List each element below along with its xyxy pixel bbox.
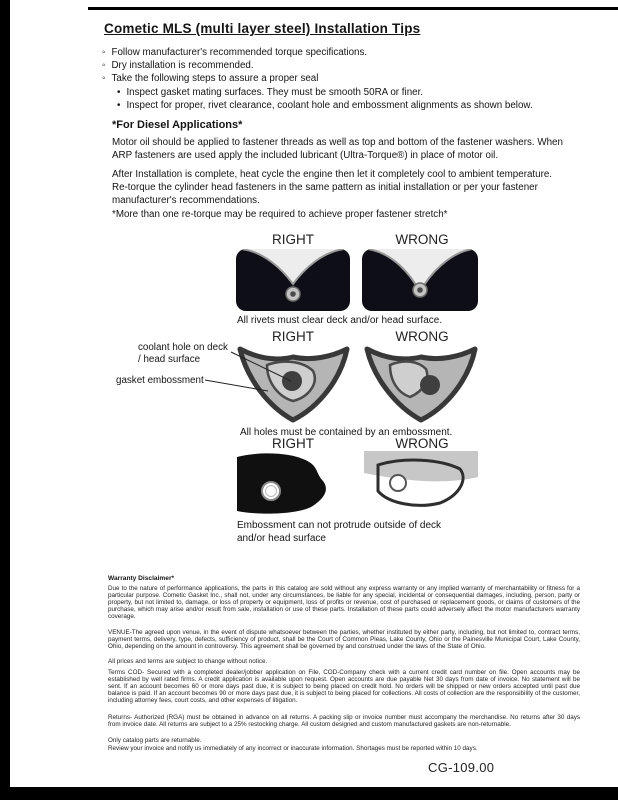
dot-bullet-icon: •	[117, 100, 121, 111]
legal-paragraph: Only catalog parts are returnable.	[108, 737, 202, 744]
bullet-text: Inspect for proper, rivet clearance, coolant hole and embossment alignments as shown below.	[126, 100, 533, 111]
page-title: Cometic MLS (multi layer steel) Installation Tips	[104, 21, 421, 36]
circle-bullet-icon: ◦	[102, 47, 106, 58]
document-code: CG-109.00	[428, 760, 495, 775]
wrong-label: WRONG	[395, 436, 449, 451]
embossment-wrong-diagram	[364, 345, 478, 424]
legal-paragraph: Due to the nature of performance applications, the parts in this catalog are sold without any express warranty or any implied warranty of merchantability or fitness for a particular purpose. Cometic Gasket Inc., shall not, under any circumstances, be liable for any special, incidental or consequential damages, including, person, party or property, but not limited to, damage, or loss of property or equipment, loss of profits or revenue, cost of purchased or replacement goods, or claims of customers of the purchase, which may arise and/or result from sale, installation or use of these parts. Installation of these parts could adversely affect the motor manufacturers warranty coverage.	[108, 585, 580, 621]
bullet-text: Follow manufacturer's recommended torque specifications.	[111, 47, 368, 58]
right-label: RIGHT	[272, 232, 314, 247]
list-item	[102, 60, 254, 72]
scan-edge-bottom	[0, 787, 618, 800]
scan-edge-top	[88, 7, 618, 10]
dot-bullet-icon: •	[117, 87, 121, 98]
rivet-right-diagram	[236, 249, 350, 311]
gasket-embossment-callout: gasket embossment	[116, 375, 204, 386]
coolant-hole-callout: coolant hole on deck / head surface	[138, 342, 228, 365]
diesel-paragraph-2: After Installation is complete, heat cycle the engine then let it completely cool to ambient temperature. Re-torque the cylinder head fasteners in the same pattern as initial installation or per your fastener manufacturer's recommendations.	[112, 169, 553, 206]
list-item	[117, 100, 533, 112]
list-item	[102, 73, 318, 85]
figure-caption: All rivets must clear deck and/or head surface.	[237, 315, 443, 326]
protrusion-wrong-diagram	[364, 451, 478, 517]
bullet-text: Dry installation is recommended.	[111, 60, 254, 71]
list-item	[102, 47, 367, 59]
circle-bullet-icon: ◦	[102, 73, 106, 84]
bullet-text: Take the following steps to assure a proper seal	[111, 73, 319, 84]
wrong-label: WRONG	[395, 329, 449, 344]
diesel-heading: *For Diesel Applications*	[112, 119, 243, 131]
rivet-wrong-diagram	[362, 249, 478, 311]
retorque-note: *More than one re-torque may be required to achieve proper fastener stretch*	[112, 209, 448, 220]
wrong-label: WRONG	[395, 232, 449, 247]
embossment-right-diagram	[237, 345, 350, 424]
legal-paragraph: Returns- Authorized (RGA) must be obtained in advance on all returns. A packing slip or invoice number must accompany the merchandise. No returns after 30 days from invoice date. All returns are subject to a 25% restocking charge. All custom designed and custom manufactured gaskets are non-returnable.	[108, 714, 580, 729]
list-item	[117, 87, 423, 99]
protrusion-right-diagram	[237, 451, 350, 517]
bullet-text: Inspect gasket mating surfaces. They must be smooth 50RA or finer.	[126, 87, 424, 98]
figure-caption: Embossment can not protrude outside of deck and/or head surface	[237, 520, 442, 544]
circle-bullet-icon: ◦	[102, 60, 106, 71]
warranty-heading: Warranty Disclaimer*	[108, 575, 175, 582]
scan-edge-left	[0, 0, 10, 792]
figure-caption: All holes must be contained by an embossment.	[240, 427, 453, 438]
legal-paragraph: Terms COD- Secured with a completed dealer/jobber application on File, COD-Company check with a current credit card number on file. Open accounts may be established by well rated firms. A credit application is available upon request. Open accounts are due payable Net 30 days from date of invoice. No statement will be sent. If an account becomes 60 or more days past due, it is subject to being placed on credit hold. No orders will be shipped or new orders accepted until past due balance is paid. If an account becomes 90 or more days past due, it is subject to being placed for collections. All costs of collection are the responsibility of the customer, including attorney fees, court costs, and other expenses of litigation.	[108, 669, 580, 705]
legal-paragraph: All prices and terms are subject to change without notice.	[108, 658, 268, 665]
diesel-paragraph-1: Motor oil should be applied to fastener threads as well as top and bottom of the fastener washers. When ARP fasteners are used apply the included lubricant (Ultra-Torque®) in place of motor oil.	[112, 137, 563, 161]
legal-paragraph: Review your invoice and notify us immediately of any incorrect or inaccurate information. Shortages must be reported within 10 days.	[108, 745, 478, 752]
right-label: RIGHT	[272, 436, 314, 451]
legal-paragraph: VENUE-The agreed upon venue, in the event of dispute whatsoever between the parties, whether instituted by either party, including, but not limited to, contract terms, payment terms, delivery, type, defects, sufficiency of product, shall be the Court of Common Pleas, Lake County, Ohio or the Painesville Municipal Court, Lake County, Ohio, depending on the amount in controversy. This agreement shall be governed by and construed under the laws of the State of Ohio.	[108, 629, 580, 651]
right-label: RIGHT	[272, 329, 314, 344]
